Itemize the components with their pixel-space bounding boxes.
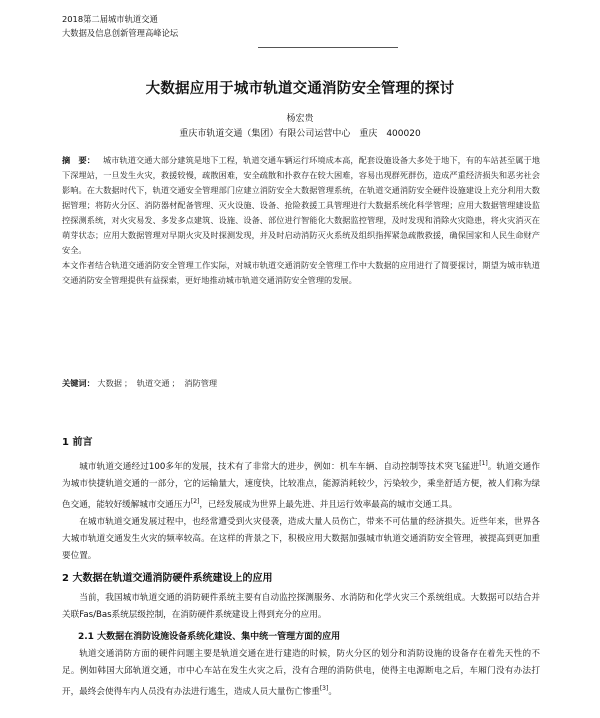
paper-affiliation: 重庆市轨道交通（集团）有限公司运营中心 重庆 400020 [179,129,421,139]
citation-2: [2] [190,497,200,505]
abstract-paragraph-1 [62,153,540,258]
header-rule [258,47,398,48]
section-1-paragraph-2: 在城市轨道交通发展过程中，也经常遭受到火灾侵袭，造成大量人员伤亡，带来不可估量的经济损失。近些年来，世界各大城市轨道交通发生火灾的频率较高。在这样的背景之下，积极应用大数据加强城市轨道交通消防安全管理，被提高到更加重要位置。 [62,516,540,561]
abstract [62,153,540,288]
keywords: 关键词： 大数据 ； 轨道交通 ； 消防管理 [62,378,218,388]
section-2-1-body [62,646,540,701]
keyword-2: 轨道交通 [136,378,170,388]
abstract-label: 摘 要： [62,155,95,165]
section-2-intro [62,590,540,624]
section-2-heading: 2 大数据在轨道交通消防硬件系统建设上的应用 [62,573,273,584]
section-2-paragraph-1: 当前，我国城市轨道交通的消防硬件系统主要有自动监控探测服务、水消防和化学火灾三个系统组成。大数据可以结合并关联Fas/Bas系统层级控制，在消防硬件系统建设上得到充分的应用。 [62,593,540,620]
paper-author: 杨宏贵 [286,114,314,124]
citation-3: [3] [319,685,329,692]
running-header [62,12,178,40]
section-1-body [62,455,540,565]
running-header-line-1: 2018第二届城市轨道交通 [62,14,158,24]
keyword-3: 消防管理 [184,378,218,388]
citation-1: [1] [479,460,488,467]
keywords-label: 关键词： [62,378,95,388]
abstract-paragraph-2: 本文作者结合轨道交通消防安全管理工作实际，对城市轨道交通消防安全管理工作中大数据的应用进行了简要探讨，期望为城市轨道交通消防安全管理提供有益探索，更好地推动城市轨道交通消防安全管理的发展。 [62,260,540,285]
abstract-text-1: 城市轨道交通大部分建筑是地下工程，轨道交通车辆运行环境成本高，配套设施设备大多处于地下，有的车站甚至属于地下深埋站，一旦发生火灾，救援较慢，疏散困难，安全疏散和扑救存在较大困难，容易出现群死群伤，造成严重经济损失和恶劣社会影响。在大数据时代下，轨道交通安全管理部门应建立消防安全大数据管理系统，在轨道交通消防安全硬件设施建设上充分利用大数据管理；将防火分区、消防器材配备管理、灭火设施、设备、抢险救援工具管理进行大数据系统化科学管理；应用大数据管理建设监控探测系统，对火灾易发、多发多点建筑、设施、设备、部位进行智能化大数据监控管理，及时发现和消除火灾隐患，将火灾消灭在萌芽状态；应用大数据管理对早期火灾及时探测发现，并及时启动消防灭火系统及组织指挥紧急疏散救援，确保国家和人民生命财产安全。 [62,155,540,255]
section-1-paragraph-1: 城市轨道交通经过100多年的发展，技术有了非常大的进步，例如：机车车辆、自动控制等技术突飞猛进[1]。轨道交通作为城市快捷轨道交通的一部分，它的运输量大，速度快，比较准点，能源消耗较少，污染较少，乘坐舒适方便，被人们称为绿色交通，能较好缓解城市交通压力[2]，已经发展成为世界上最先进、并且运行效率最高的城市交通工具。 [62,460,540,510]
section-2-1-paragraph: 轨道交通消防方面的硬件问题主要是轨道交通在进行建造的时候，防火分区的划分和消防设施的设备存在着先天性的不足。例如韩国大邱轨道交通，市中心车站在发生火灾之后，没有合理的消防供电，使得主电源断电之后，车厢门没有办法打开，最终会使得车内人员没有办法进行逃生，造成人员大量伤亡惨重[3]。 [62,649,540,697]
paper-title: 大数据应用于城市轨道交通消防安全管理的探讨 [145,81,455,97]
section-1-heading: 1 前言 [62,437,93,448]
section-2-1-heading: 2.1 大数据在消防设施设备系统化建设、集中统一管理方面的应用 [78,632,341,642]
keyword-1: 大数据 [97,378,122,388]
running-header-line-2: 大数据及信息创新管理高峰论坛 [62,28,179,38]
